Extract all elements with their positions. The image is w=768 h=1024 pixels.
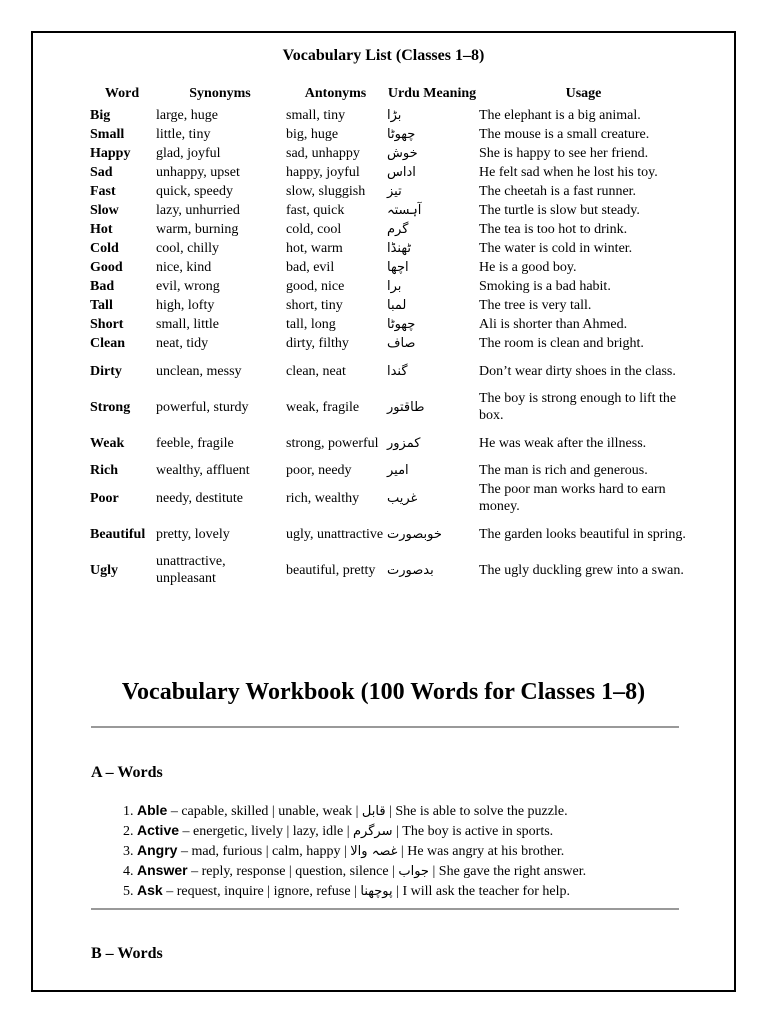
item-term: Angry bbox=[137, 842, 178, 858]
cell-usage: The cheetah is a fast runner. bbox=[479, 184, 637, 199]
cell-usage: The tea is too hot to drink. bbox=[479, 222, 628, 237]
cell-word: Bad bbox=[90, 279, 115, 294]
table-row bbox=[89, 480, 689, 516]
cell-antonyms: tall, long bbox=[286, 317, 336, 332]
cell-urdu: گرم bbox=[387, 222, 409, 237]
header-antonyms: Antonyms bbox=[304, 86, 367, 101]
cell-synonyms: little, tiny bbox=[156, 127, 211, 142]
item-synonyms: reply, response bbox=[201, 864, 286, 879]
header-urdu-meaning: Urdu Meaning bbox=[387, 86, 477, 101]
cell-synonyms: glad, joyful bbox=[156, 146, 221, 161]
table-row bbox=[89, 163, 689, 182]
cell-usage: The mouse is a small creature. bbox=[479, 127, 650, 142]
vocabulary-table bbox=[89, 85, 689, 588]
cell-antonyms: ugly, unattractive bbox=[286, 526, 384, 542]
cell-usage: Smoking is a bad habit. bbox=[479, 279, 611, 294]
cell-urdu: امیر bbox=[387, 463, 409, 478]
header-usage: Usage bbox=[565, 86, 602, 101]
cell-urdu: غریب bbox=[387, 490, 418, 506]
cell-urdu: لمبا bbox=[387, 298, 407, 313]
table-row bbox=[89, 425, 689, 461]
item-synonyms: mad, furious bbox=[191, 844, 263, 859]
cell-usage: He was weak after the illness. bbox=[479, 435, 647, 451]
table-row bbox=[89, 334, 689, 353]
cell-urdu: اچھا bbox=[387, 260, 409, 275]
item-usage: She gave the right answer. bbox=[438, 864, 587, 879]
table-row bbox=[89, 125, 689, 144]
cell-antonyms: bad, evil bbox=[286, 260, 335, 275]
table-title: Vocabulary List (Classes 1–8) bbox=[282, 47, 485, 64]
item-synonyms: capable, skilled bbox=[181, 804, 269, 819]
list-item: 5. Ask – request, inquire | ignore, refuse | پوچھنا | I will ask the teacher for help. bbox=[137, 881, 697, 901]
cell-antonyms: rich, wealthy bbox=[286, 490, 360, 506]
cell-word: Beautiful bbox=[90, 526, 146, 542]
cell-usage: The garden looks beautiful in spring. bbox=[479, 526, 686, 542]
cell-word: Ugly bbox=[90, 562, 118, 578]
cell-usage: The room is clean and bright. bbox=[479, 336, 644, 351]
cell-usage: The ugly duckling grew into a swan. bbox=[479, 562, 684, 578]
cell-word: Cold bbox=[90, 241, 119, 256]
cell-word: Good bbox=[90, 260, 123, 275]
cell-synonyms: lazy, unhurried bbox=[156, 203, 240, 218]
item-term: Active bbox=[137, 822, 180, 838]
cell-urdu: کمزور bbox=[387, 435, 421, 451]
list-item: 4. Answer – reply, response | question, silence | جواب | She gave the right answer. bbox=[137, 861, 697, 881]
cell-synonyms: warm, burning bbox=[156, 222, 239, 237]
cell-synonyms: powerful, sturdy bbox=[156, 399, 249, 415]
item-antonyms: lazy, idle bbox=[292, 824, 344, 839]
header-synonyms: Synonyms bbox=[189, 86, 251, 101]
cell-urdu: گندا bbox=[387, 363, 408, 379]
table-row bbox=[89, 220, 689, 239]
table-row bbox=[89, 201, 689, 220]
cell-urdu: بدصورت bbox=[387, 562, 434, 578]
cell-antonyms: weak, fragile bbox=[286, 399, 360, 415]
cell-word: Happy bbox=[90, 146, 131, 161]
section-a-title: A – Words bbox=[91, 764, 163, 781]
list-item: 2. Active – energetic, lively | lazy, idle | سرگرم | The boy is active in sports. bbox=[137, 821, 697, 841]
cell-word: Hot bbox=[90, 222, 113, 237]
cell-word: Tall bbox=[90, 298, 113, 313]
cell-synonyms: pretty, lovely bbox=[156, 526, 230, 542]
cell-synonyms: evil, wrong bbox=[156, 279, 220, 294]
cell-antonyms: fast, quick bbox=[286, 203, 345, 218]
list-item: 3. Angry – mad, furious | calm, happy | غصہ والا | He was angry at his brother. bbox=[137, 841, 697, 861]
table-row bbox=[89, 296, 689, 315]
item-antonyms: calm, happy bbox=[272, 844, 341, 859]
cell-antonyms: hot, warm bbox=[286, 241, 343, 256]
cell-usage: The elephant is a big animal. bbox=[479, 108, 641, 123]
item-urdu: قابل bbox=[361, 804, 386, 819]
table-row bbox=[89, 239, 689, 258]
table-row bbox=[89, 106, 689, 125]
cell-synonyms: unhappy, upset bbox=[156, 165, 240, 180]
item-urdu: سرگرم bbox=[353, 824, 393, 839]
cell-usage: She is happy to see her friend. bbox=[479, 146, 649, 161]
cell-synonyms: small, little bbox=[156, 317, 219, 332]
cell-urdu: تیز bbox=[387, 184, 402, 199]
cell-antonyms: cold, cool bbox=[286, 222, 342, 237]
cell-word: Poor bbox=[90, 490, 119, 506]
item-usage: She is able to solve the puzzle. bbox=[395, 804, 568, 819]
cell-urdu: بڑا bbox=[387, 108, 402, 123]
cell-usage: The water is cold in winter. bbox=[479, 241, 633, 256]
cell-urdu: چھوٹا bbox=[387, 317, 416, 332]
cell-word: Rich bbox=[90, 463, 118, 478]
cell-synonyms: wealthy, affluent bbox=[156, 463, 250, 478]
section-b-title: B – Words bbox=[91, 945, 163, 962]
cell-synonyms: unclean, messy bbox=[156, 363, 242, 379]
cell-word: Big bbox=[90, 108, 111, 123]
table-row bbox=[89, 516, 689, 552]
item-term: Able bbox=[137, 802, 168, 818]
cell-word: Fast bbox=[90, 184, 116, 199]
cell-antonyms: slow, sluggish bbox=[286, 184, 366, 199]
cell-antonyms: sad, unhappy bbox=[286, 146, 360, 161]
cell-antonyms: strong, powerful bbox=[286, 435, 379, 451]
table-row bbox=[89, 552, 689, 588]
cell-word: Slow bbox=[90, 203, 119, 218]
cell-usage: Ali is shorter than Ahmed. bbox=[479, 317, 628, 332]
table-row bbox=[89, 277, 689, 296]
workbook-title: Vocabulary Workbook (100 Words for Classes 1–8) bbox=[121, 679, 646, 705]
cell-urdu: برا bbox=[387, 279, 402, 294]
cell-antonyms: good, nice bbox=[286, 279, 345, 294]
item-urdu: غصہ والا bbox=[350, 844, 398, 859]
cell-usage: The poor man works hard to earn money. bbox=[479, 482, 666, 514]
table-header-row bbox=[89, 85, 689, 106]
item-antonyms: question, silence bbox=[295, 864, 389, 879]
cell-synonyms: needy, destitute bbox=[156, 490, 243, 506]
item-urdu: جواب bbox=[398, 864, 429, 879]
cell-urdu: آہستہ bbox=[387, 203, 422, 218]
cell-urdu: ٹھنڈا bbox=[387, 241, 411, 256]
cell-urdu: طاقتور bbox=[387, 399, 425, 415]
cell-antonyms: poor, needy bbox=[286, 463, 352, 478]
cell-antonyms: short, tiny bbox=[286, 298, 343, 313]
cell-antonyms: beautiful, pretty bbox=[286, 562, 376, 578]
item-synonyms: request, inquire bbox=[176, 884, 264, 899]
cell-usage: The tree is very tall. bbox=[479, 298, 592, 313]
divider bbox=[91, 726, 679, 728]
header-word: Word bbox=[104, 86, 140, 101]
table-row bbox=[89, 144, 689, 163]
cell-synonyms: nice, kind bbox=[156, 260, 212, 275]
page-frame bbox=[31, 31, 736, 992]
item-urdu: پوچھنا bbox=[360, 884, 393, 899]
cell-word: Strong bbox=[90, 399, 131, 415]
cell-word: Clean bbox=[90, 336, 125, 351]
cell-usage: The boy is strong enough to lift the box. bbox=[479, 391, 677, 423]
cell-usage: The man is rich and generous. bbox=[479, 463, 648, 478]
table-row bbox=[89, 258, 689, 277]
cell-antonyms: big, huge bbox=[286, 127, 339, 142]
divider bbox=[91, 908, 679, 910]
table-row bbox=[89, 353, 689, 389]
cell-synonyms: quick, speedy bbox=[156, 184, 233, 199]
cell-urdu: خوش bbox=[387, 146, 418, 161]
cell-usage: He is a good boy. bbox=[479, 260, 577, 275]
cell-word: Weak bbox=[90, 435, 125, 451]
table-row bbox=[89, 182, 689, 201]
section-a-list bbox=[113, 801, 697, 901]
cell-urdu: اداس bbox=[387, 165, 416, 180]
cell-synonyms: large, huge bbox=[156, 108, 218, 123]
item-antonyms: unable, weak bbox=[278, 804, 353, 819]
cell-urdu: خوبصورت bbox=[387, 526, 442, 542]
cell-word: Small bbox=[90, 127, 125, 142]
cell-usage: The turtle is slow but steady. bbox=[479, 203, 640, 218]
list-item: 1. Able – capable, skilled | unable, weak | قابل | She is able to solve the puzzle. bbox=[137, 801, 697, 821]
cell-synonyms: neat, tidy bbox=[156, 336, 209, 351]
cell-usage: Don’t wear dirty shoes in the class. bbox=[479, 363, 676, 379]
table-row bbox=[89, 461, 689, 480]
item-term: Answer bbox=[137, 862, 188, 878]
cell-word: Short bbox=[90, 317, 124, 332]
cell-synonyms: feeble, fragile bbox=[156, 435, 234, 451]
cell-usage: He felt sad when he lost his toy. bbox=[479, 165, 658, 180]
item-usage: The boy is active in sports. bbox=[402, 824, 554, 839]
cell-urdu: چھوٹا bbox=[387, 127, 416, 142]
cell-antonyms: happy, joyful bbox=[286, 165, 360, 180]
cell-synonyms: high, lofty bbox=[156, 298, 215, 313]
item-usage: He was angry at his brother. bbox=[407, 844, 565, 859]
item-synonyms: energetic, lively bbox=[193, 824, 283, 839]
cell-word: Dirty bbox=[90, 363, 122, 379]
item-usage: I will ask the teacher for help. bbox=[402, 884, 570, 899]
item-term: Ask bbox=[137, 882, 163, 898]
cell-antonyms: clean, neat bbox=[286, 363, 346, 379]
cell-antonyms: dirty, filthy bbox=[286, 336, 349, 351]
item-antonyms: ignore, refuse bbox=[273, 884, 351, 899]
cell-antonyms: small, tiny bbox=[286, 108, 346, 123]
cell-urdu: صاف bbox=[387, 336, 416, 351]
cell-synonyms: cool, chilly bbox=[156, 241, 219, 256]
table-row bbox=[89, 389, 689, 425]
cell-synonyms: unattractive, unpleasant bbox=[156, 554, 226, 586]
vocabulary-table-body bbox=[89, 106, 689, 588]
cell-word: Sad bbox=[90, 165, 113, 180]
table-row bbox=[89, 315, 689, 334]
